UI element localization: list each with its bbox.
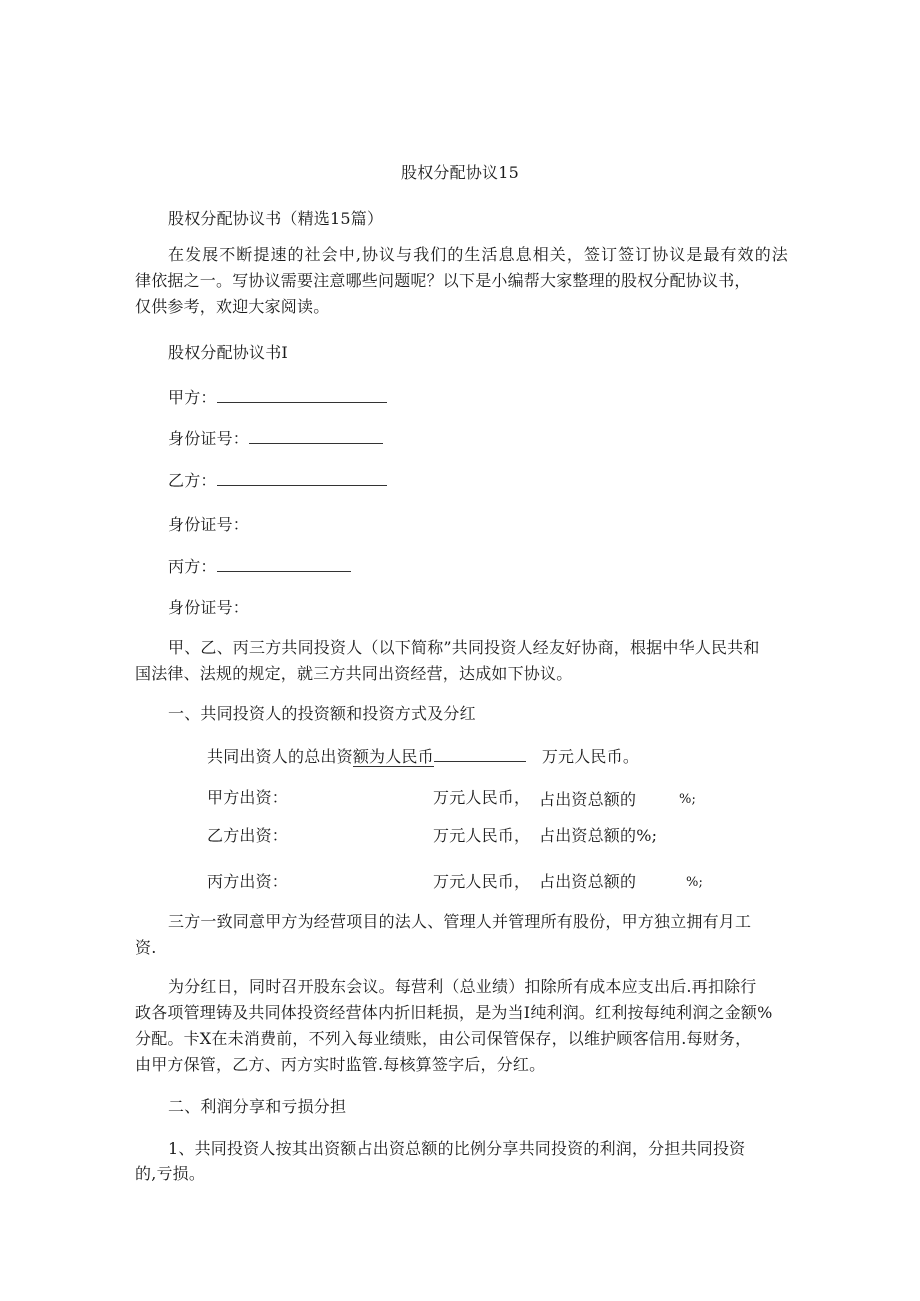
dividend-line-2: 政各项管理铸及共同体投资经营体内折旧耗损，是为当I纯利润。红利按每纯利润之金额%	[135, 1003, 773, 1022]
id-c-label: 身份证号：	[168, 598, 250, 617]
total-prefix: 共同出资人的总出资	[207, 747, 353, 766]
id-a-blank	[249, 429, 383, 444]
investment-row-a-label: 甲方出资：	[207, 788, 289, 807]
investment-row-a-pct: %;	[679, 792, 697, 807]
party-c-blank	[217, 557, 351, 572]
document-subtitle: 股权分配协议书（精选15篇）	[168, 209, 384, 228]
investment-row-b-unit: 万元人民币，	[433, 826, 531, 845]
investment-row-c-pct: %;	[686, 875, 704, 890]
clause-1-line-2: 的,亏损。	[135, 1164, 206, 1183]
preamble-line-2: 国法律、法规的规定，就三方共同出资经营，达成如下协议。	[135, 664, 573, 683]
total-amount-blank	[434, 747, 526, 762]
id-a-row	[168, 428, 383, 450]
dividend-line-1: 为分红日，同时召开股东会议。每营利（总业绩）扣除所有成本应支出后.再扣除行	[168, 977, 757, 996]
party-b-row	[168, 470, 387, 492]
id-a-label: 身份证号：	[168, 429, 250, 448]
clause-1-line-1: 1、共同投资人按其出资额占出资总额的比例分享共同投资的利润，分担共同投资	[168, 1139, 746, 1158]
total-suffix: 万元人民币。	[541, 747, 640, 766]
party-a-label: 甲方：	[168, 388, 217, 407]
id-b-label: 身份证号：	[168, 515, 250, 534]
document-title: 股权分配协议15	[401, 163, 519, 182]
dividend-line-4: 由甲方保管，乙方、丙方实时监管.每核算签字后，分红。	[135, 1055, 546, 1074]
dividend-line-3: 分配。卡X在未消费前，不列入每业绩账，由公司保管保存，以维护顾客信用.每财务，	[135, 1029, 752, 1048]
investment-row-c-share: 占出资总额的	[539, 872, 637, 891]
party-b-label: 乙方：	[168, 471, 217, 490]
party-a-row	[168, 387, 387, 409]
section-1-heading: 一、共同投资人的投资额和投资方式及分红	[168, 704, 476, 723]
total-investment-row	[207, 746, 639, 768]
investment-row-b-label: 乙方出资：	[207, 826, 289, 845]
intro-line-2: 律依据之一。写协议需要注意哪些问题呢？以下是小编帮大家整理的股权分配协议书，	[135, 271, 751, 290]
investment-row-a-share: 占出资总额的	[539, 790, 637, 809]
preamble-line-1: 甲、乙、丙三方共同投资人（以下简称”共同投资人经友好协商，根据中华人民共和	[168, 638, 760, 657]
investment-row-c-label: 丙方出资：	[207, 872, 289, 891]
manager-line-2: 资.	[135, 938, 157, 957]
party-b-blank	[217, 471, 387, 486]
party-c-label: 丙方：	[168, 557, 217, 576]
manager-line-1: 三方一致同意甲方为经营项目的法人、管理人并管理所有股份，甲方独立拥有月工	[168, 912, 752, 931]
total-underlined: 额为人民币	[352, 747, 434, 766]
agreement-heading: 股权分配协议书I	[168, 343, 288, 362]
section-2-heading: 二、利润分享和亏损分担	[168, 1097, 347, 1116]
investment-row-c-unit: 万元人民币，	[433, 872, 531, 891]
party-c-row	[168, 556, 351, 578]
party-a-blank	[217, 388, 387, 403]
investment-row-a-unit: 万元人民币，	[433, 788, 531, 807]
investment-row-b-share: 占出资总额的%;	[539, 826, 658, 845]
intro-line-1: 在发展不断提速的社会中,协议与我们的生活息息相关，签订签订协议是最有效的法	[168, 245, 788, 264]
intro-line-3: 仅供参考，欢迎大家阅读。	[135, 297, 330, 316]
